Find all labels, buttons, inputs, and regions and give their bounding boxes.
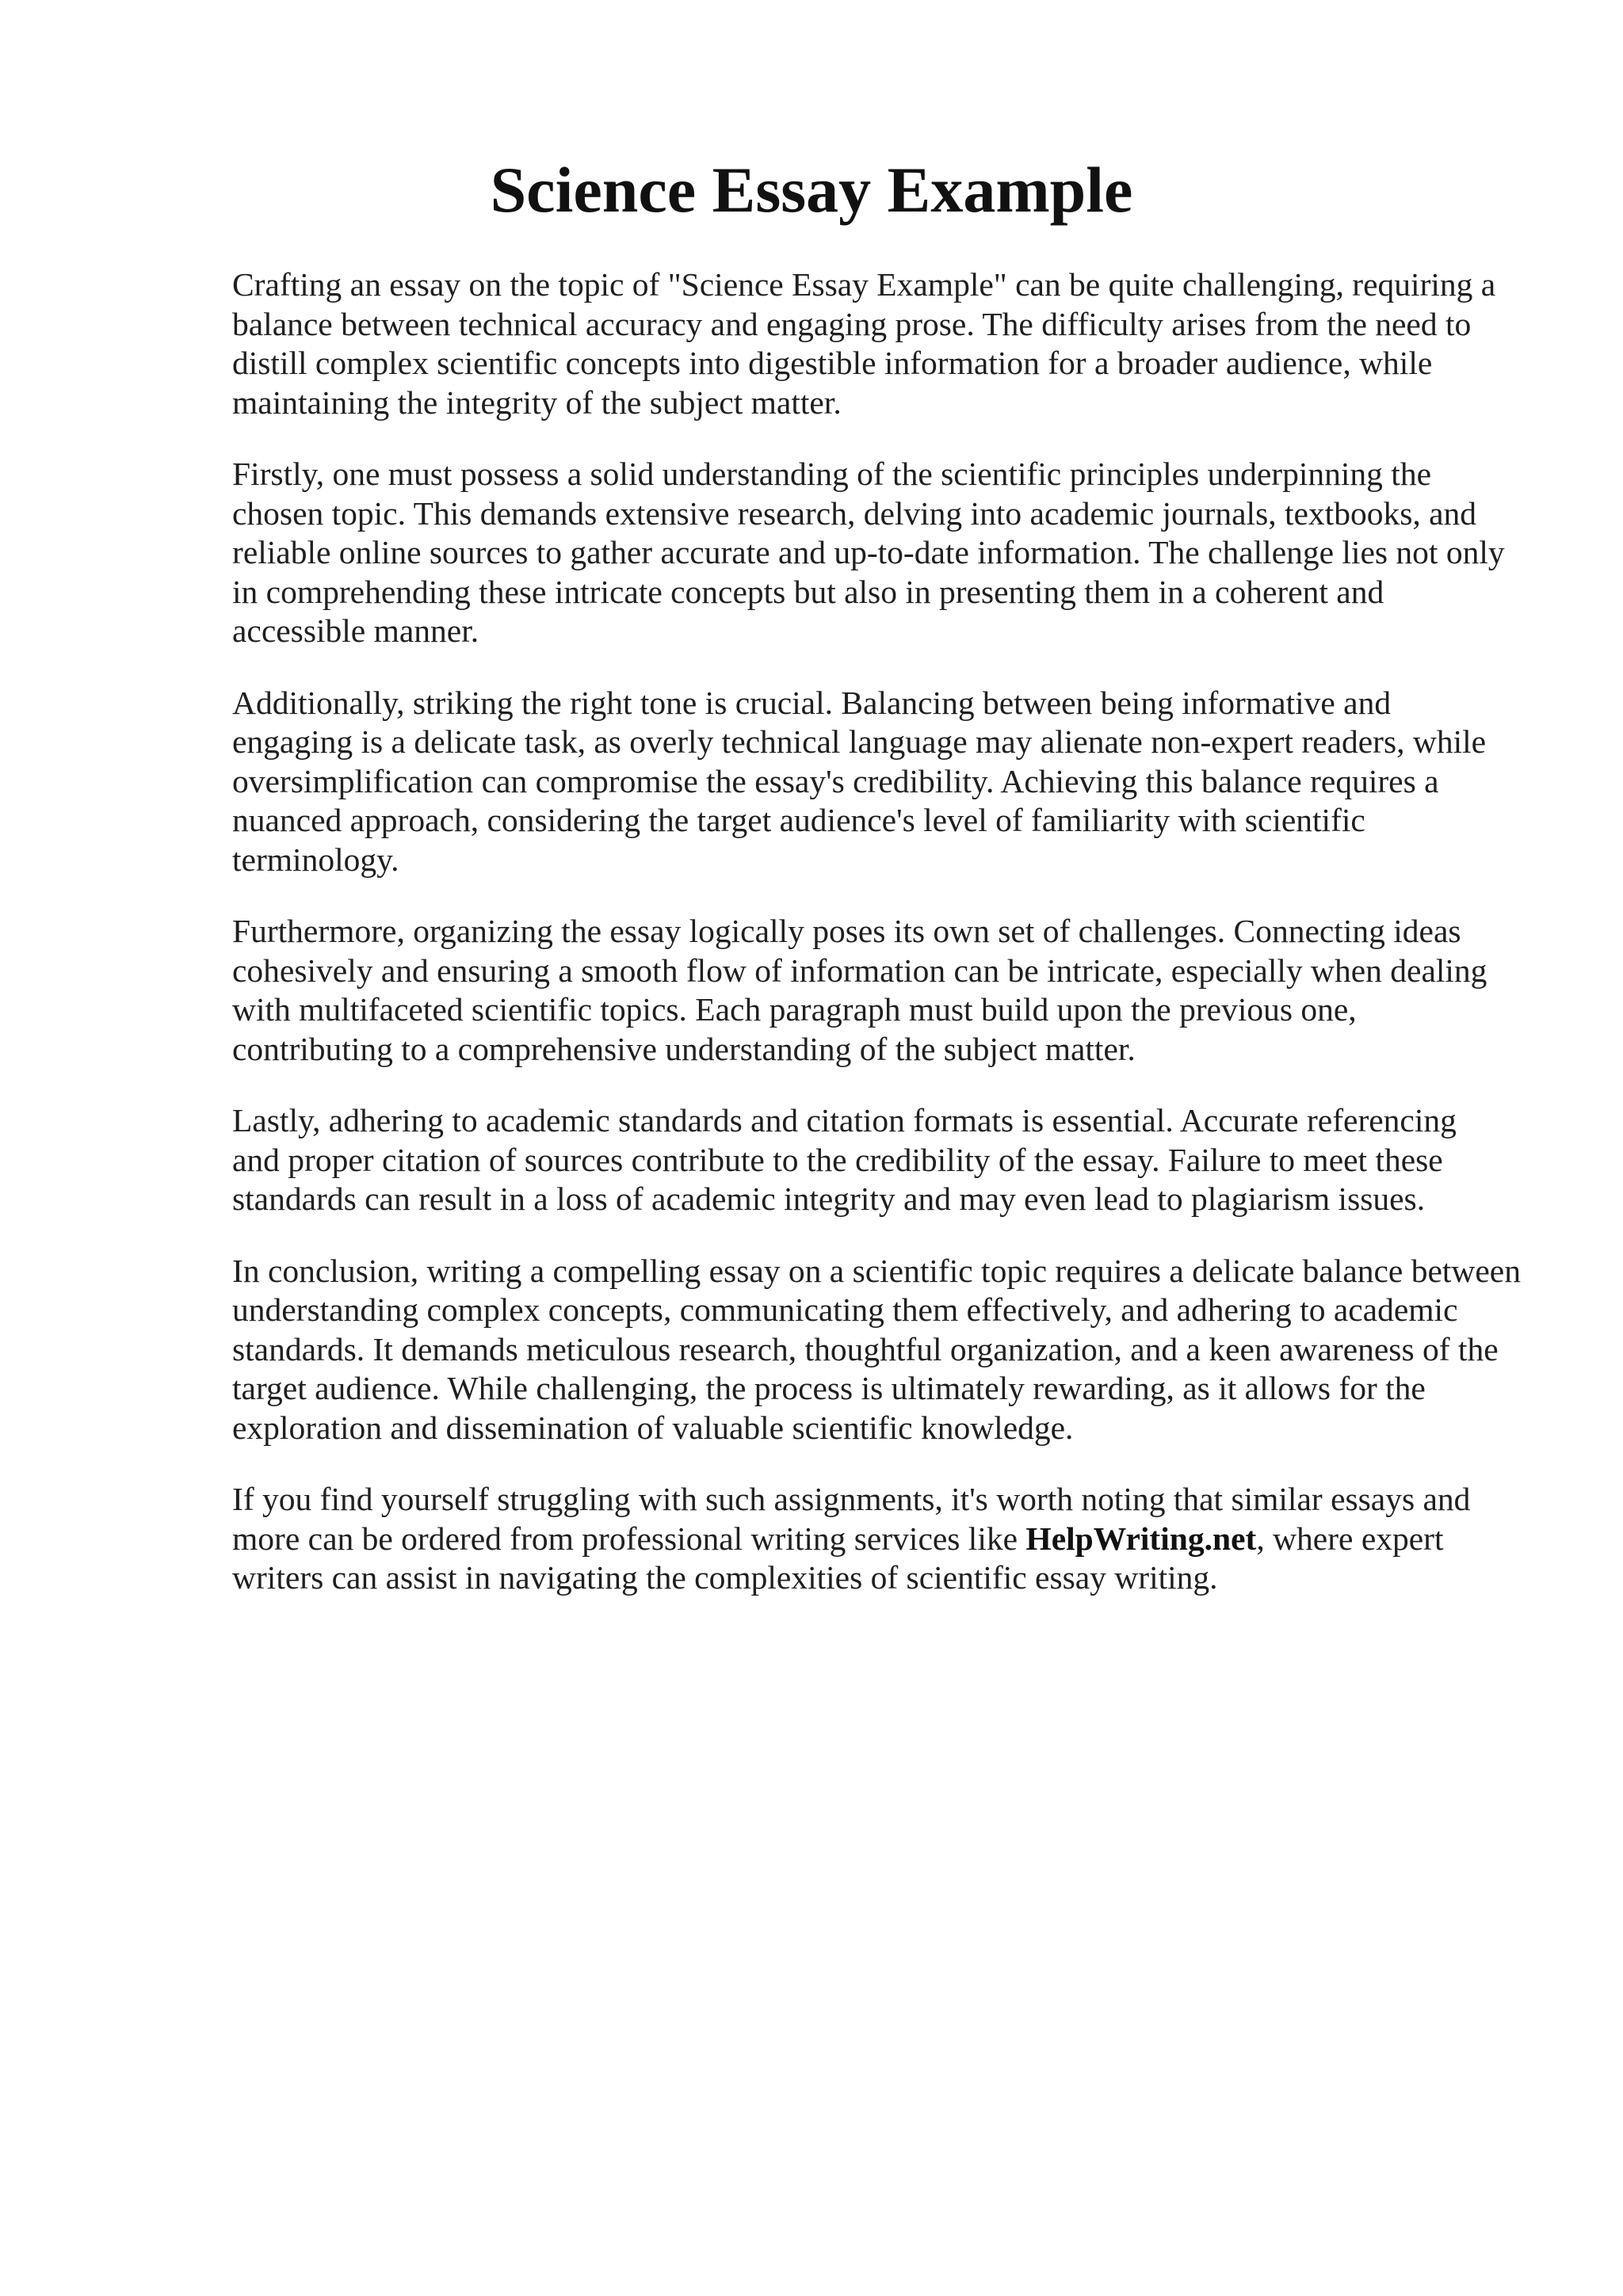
paragraph-intro bbox=[232, 265, 1532, 422]
paragraph-additionally bbox=[232, 684, 1532, 880]
text-line: In conclusion, writing a compelling essay on a scientific topic requires a delicate balance between bbox=[232, 1252, 1521, 1289]
text-line: balance between technical accuracy and engaging prose. The difficulty arises from the need to bbox=[232, 305, 1472, 342]
text-line: target audience. While challenging, the process is ultimately rewarding, as it allows for the bbox=[232, 1370, 1426, 1406]
page-title: Science Essay Example bbox=[490, 154, 1133, 226]
text-line: and proper citation of sources contribute to the credibility of the essay. Failure to meet these bbox=[232, 1141, 1443, 1178]
text-line: accessible manner. bbox=[232, 612, 479, 649]
text-line: with multifaceted scientific topics. Each paragraph must build upon the previous one, bbox=[232, 991, 1357, 1028]
text-line: standards. It demands meticulous research, thoughtful organization, and a keen awareness of the bbox=[232, 1330, 1499, 1367]
text-line: standards can result in a loss of academic integrity and may even lead to plagiarism issues. bbox=[232, 1180, 1426, 1217]
text-line: terminology. bbox=[232, 841, 399, 878]
text-line: engaging is a delicate task, as overly technical language may alienate non-expert readers, while bbox=[232, 723, 1487, 760]
text-segment: more can be ordered from professional writing services like bbox=[232, 1520, 1026, 1557]
text-line: nuanced approach, considering the target audience's level of familiarity with scientific bbox=[232, 802, 1365, 838]
text-line: Lastly, adhering to academic standards and citation formats is essential. Accurate referencing bbox=[232, 1102, 1457, 1138]
text-line: maintaining the integrity of the subject matter. bbox=[232, 383, 842, 421]
text-line: cohesively and ensuring a smooth flow of information can be intricate, especially when dealing bbox=[232, 952, 1487, 989]
paragraph-closing bbox=[232, 1480, 1532, 1598]
paragraph-furthermore bbox=[232, 912, 1532, 1069]
paragraph-firstly bbox=[232, 455, 1532, 651]
paragraph-conclusion bbox=[232, 1252, 1532, 1448]
text-line: chosen topic. This demands extensive research, delving into academic journals, textbooks, and bbox=[232, 494, 1477, 532]
text-line: Furthermore, organizing the essay logically poses its own set of challenges. Connecting ideas bbox=[232, 913, 1461, 949]
text-line: writers can assist in navigating the complexities of scientific essay writing. bbox=[232, 1559, 1218, 1596]
text-segment: , where expert bbox=[1256, 1520, 1444, 1557]
brand-name: HelpWriting.net bbox=[1025, 1520, 1257, 1557]
text-line: Crafting an essay on the topic of "Science Essay Example" can be quite challenging, requiring a bbox=[232, 266, 1496, 303]
text-line: exploration and dissemination of valuable scientific knowledge. bbox=[232, 1409, 1074, 1446]
text-line: reliable online sources to gather accurate and up-to-date information. The challenge lies not only bbox=[232, 534, 1505, 570]
text-line: oversimplification can compromise the essay's credibility. Achieving this balance requires a bbox=[232, 762, 1439, 799]
text-line: distill complex scientific concepts into digestible information for a broader audience, while bbox=[232, 345, 1433, 381]
paragraph-lastly bbox=[232, 1101, 1532, 1219]
text-line: contributing to a comprehensive understanding of the subject matter. bbox=[232, 1030, 1136, 1067]
text-line: Additionally, striking the right tone is crucial. Balancing between being informative and bbox=[232, 684, 1392, 721]
text-line: understanding complex concepts, communicating them effectively, and adhering to academic bbox=[232, 1291, 1458, 1328]
text-line: Firstly, one must possess a solid understanding of the scientific principles underpinning the bbox=[232, 456, 1431, 492]
text-line: in comprehending these intricate concepts but also in presenting them in a coherent and bbox=[232, 573, 1384, 610]
text-line: If you find yourself struggling with such assignments, it's worth noting that similar essays and bbox=[232, 1481, 1471, 1517]
text-line-with-brand bbox=[232, 1520, 1532, 1559]
essay-body bbox=[232, 265, 1532, 1630]
